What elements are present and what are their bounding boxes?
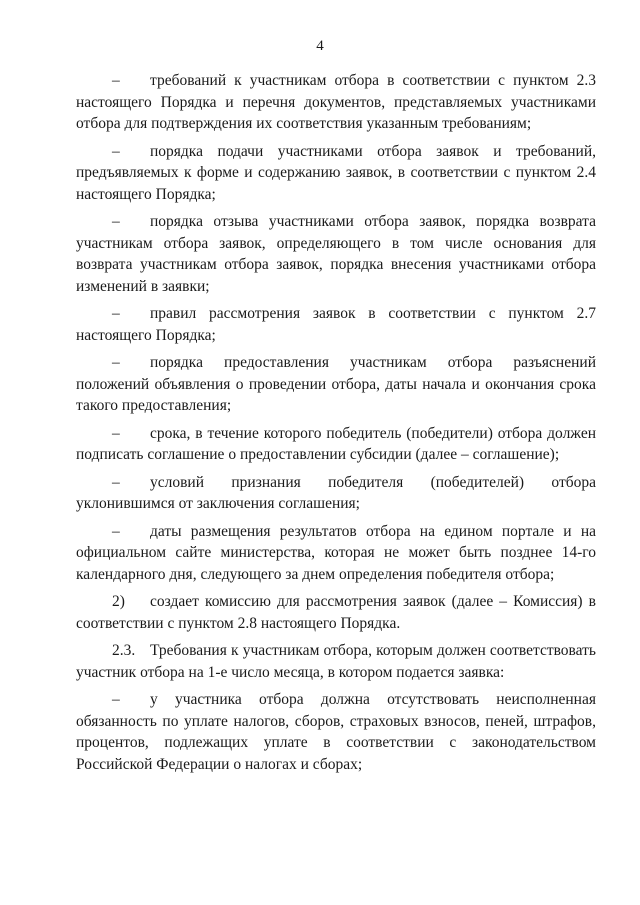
list-item xyxy=(76,141,596,206)
list-marker: – xyxy=(112,354,120,371)
list-marker: – xyxy=(112,691,120,708)
list-item xyxy=(76,423,596,466)
paragraph-text: создает комиссию для рассмотрения заявок (далее – Комиссия) в соответствии с пунктом 2.8 настоящего Порядка. xyxy=(76,593,596,632)
list-marker: – xyxy=(112,72,120,89)
list-marker: – xyxy=(112,473,120,491)
list-item xyxy=(76,211,596,297)
list-item-text: условий признания победителя (победителей) отбора уклонившимся от заключения соглашения; xyxy=(76,473,596,512)
list-item xyxy=(76,472,596,515)
list-marker: – xyxy=(112,424,120,442)
list-item-text: срока, в течение которого победитель (победители) отбора должен подписать соглашение о предоставлении субсидии (далее – соглашение); xyxy=(76,424,596,463)
list-item xyxy=(76,303,596,346)
document-body xyxy=(76,70,596,775)
list-item-text: правил рассмотрения заявок в соответствии с пунктом 2.7 настоящего Порядка; xyxy=(76,305,596,344)
section-paragraph xyxy=(76,640,596,683)
list-item-text: порядка предоставления участникам отбора разъяснений положений объявления о проведении отбора, даты начала и окончания срока такого предоставления; xyxy=(76,354,596,414)
list-item-text: у участника отбора должна отсутствовать неисполненная обязанность по уплате налогов, сборов, страховых взносов, пеней, штрафов, процентов, подлежащих уплате в соответствии с законодательством Российской Федерации о налогах и сборах; xyxy=(76,691,596,773)
paragraph-number: 2) xyxy=(112,593,125,610)
section-number: 2.3. xyxy=(112,642,136,659)
list-item xyxy=(76,352,596,417)
list-item xyxy=(76,70,596,135)
list-item xyxy=(76,689,596,775)
list-marker: – xyxy=(112,522,120,540)
list-marker: – xyxy=(112,213,120,230)
list-marker: – xyxy=(112,305,120,322)
list-item-text: порядка отзыва участниками отбора заявок, порядка возврата участникам отбора заявок, определяющего в том числе основания для возврата участникам отбора заявок, порядка внесения участниками отбора изменений в заявки; xyxy=(76,213,596,295)
list-item-text: требований к участникам отбора в соответствии с пунктом 2.3 настоящего Порядка и перечня документов, представляемых участниками отбора для подтверждения их соответствия указанным требованиям; xyxy=(76,72,596,132)
list-item-text: даты размещения результатов отбора на едином портале и на официальном сайте министерства, которая не может быть позднее 14-го календарного дня, следующего за днем определения победителя отбора; xyxy=(76,522,596,583)
paragraph-text: Требования к участникам отбора, которым должен соответствовать участник отбора на 1-е число месяца, в котором подается заявка: xyxy=(76,642,596,681)
page-number: 4 xyxy=(316,38,324,54)
list-marker: – xyxy=(112,142,120,160)
list-item-text: порядка подачи участниками отбора заявок и требований, предъявляемых к форме и содержанию заявок, в соответствии с пунктом 2.4 настоящего Порядка; xyxy=(76,142,596,203)
list-item xyxy=(76,521,596,586)
numbered-paragraph xyxy=(76,591,596,634)
